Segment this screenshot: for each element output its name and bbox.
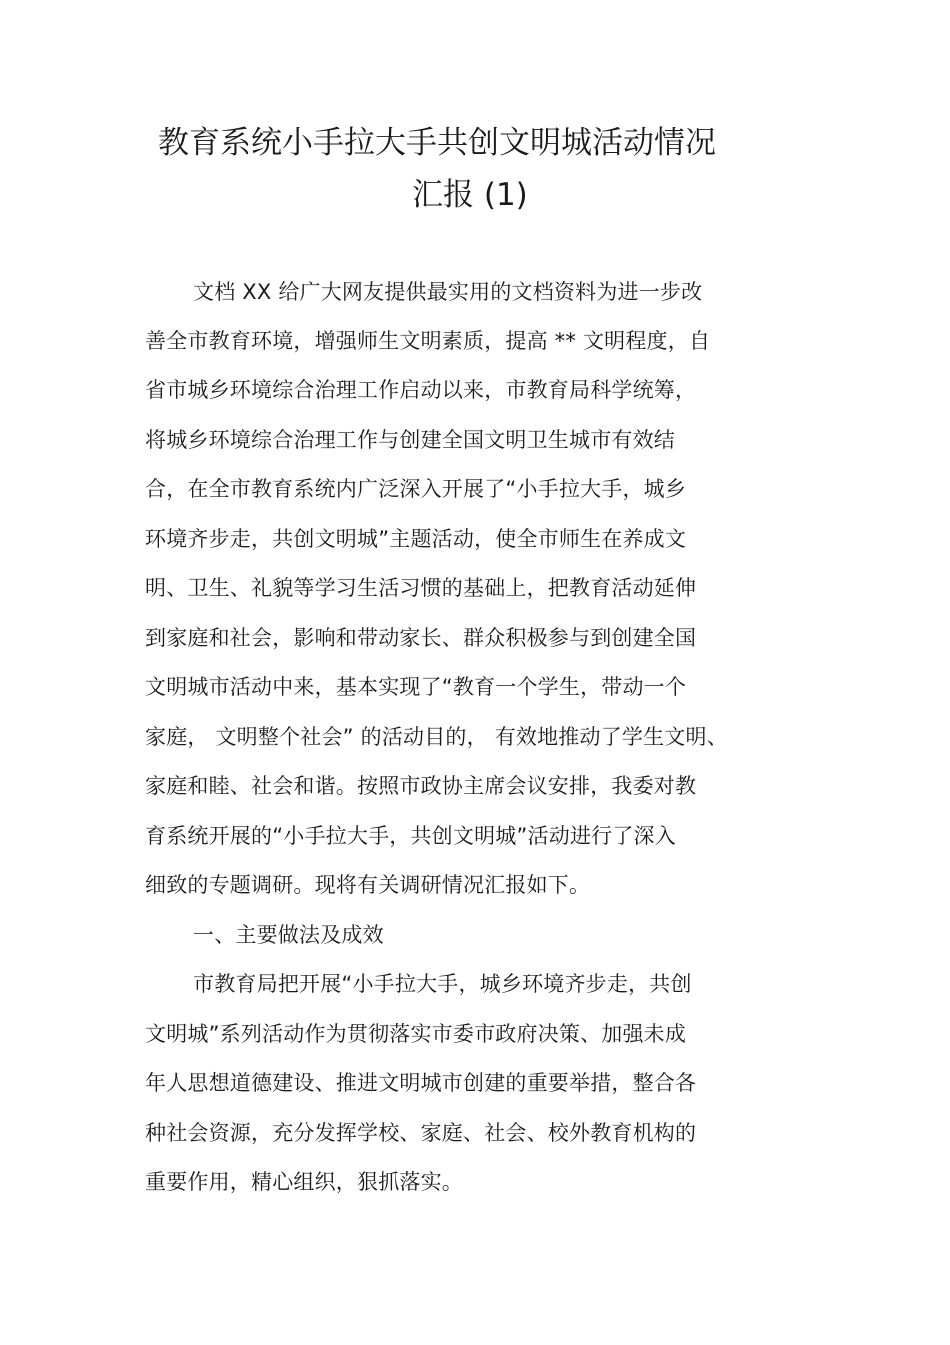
section-heading: 一、主要做法及成效 [193, 923, 384, 947]
paragraph-line-9: 文明城市活动中来，基本实现了“教育一个学生，带动一个 [145, 675, 687, 699]
paragraph-line-11: 家庭和睦、社会和谐。按照市政协主席会议安排，我委对教 [145, 774, 697, 798]
paragraph-line-14: 市教育局把开展“小手拉大手，城乡环境齐步走，共创 [193, 972, 692, 996]
paragraph-line-13: 细致的专题调研。现将有关调研情况汇报如下。 [145, 873, 591, 897]
paragraph-line-10: 家庭， 文明整个社会” 的活动目的， 有效地推动了学生文明、 [145, 725, 728, 749]
paragraph-line-17: 种社会资源，充分发挥学校、家庭、社会、校外教育机构的 [145, 1121, 697, 1145]
paragraph-line-4: 将城乡环境综合治理工作与创建全国文明卫生城市有效结 [145, 428, 675, 452]
paragraph-line-6: 环境齐步走，共创文明城”主题活动，使全市师生在养成文 [145, 527, 687, 551]
paragraph-line-5: 合，在全市教育系统内广泛深入开展了“小手拉大手，城乡 [145, 477, 687, 501]
paragraph-line-1: 文档 XX 给广大网友提供最实用的文档资料为进一步改 [193, 280, 703, 304]
paragraph-line-12: 育系统开展的“小手拉大手，共创文明城”活动进行了深入 [145, 824, 676, 848]
paragraph-line-2: 善全市教育环境，增强师生文明素质，提高 ** 文明程度，自 [145, 329, 711, 353]
document-title-line-1: 教育系统小手拉大手共创文明城活动情况 [158, 125, 716, 161]
document-title-line-2: 汇报 (1) [412, 177, 528, 213]
paragraph-line-16: 年人思想道德建设、推进文明城市创建的重要举措，整合各 [145, 1071, 697, 1095]
paragraph-line-3: 省市城乡环境综合治理工作启动以来，市教育局科学统筹， [145, 378, 697, 402]
paragraph-line-18: 重要作用，精心组织，狠抓落实。 [145, 1170, 463, 1194]
paragraph-line-15: 文明城”系列活动作为贯彻落实市委市政府决策、加强未成 [145, 1022, 687, 1046]
paragraph-line-8: 到家庭和社会，影响和带动家长、群众积极参与到创建全国 [145, 626, 697, 650]
paragraph-line-7: 明、卫生、礼貌等学习生活习惯的基础上，把教育活动延伸 [145, 576, 697, 600]
